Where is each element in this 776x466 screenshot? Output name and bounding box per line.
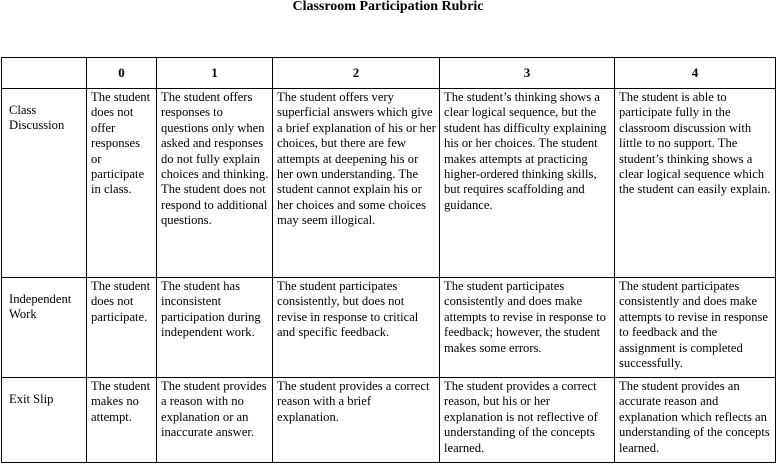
header-cell-score-1: 1 [157,58,273,89]
table-cell: The student provides a reason with no explanation or an inaccurate answer. [157,378,273,463]
row-label-class-discussion: Class Discussion [2,89,87,278]
table-cell: The student’s thinking shows a clear logical sequence, but the student has difficulty explaining his or her choices. The student makes attempts at practicing higher-ordered thinking skills, but requires scaffolding and guidance. [440,89,615,278]
table-cell: The student does not participate. [87,278,157,378]
header-cell-score-4: 4 [615,58,776,89]
table-cell: The student offers responses to questions only when asked and responses do not fully explain choices and thinking. The student does not respond to additional questions. [157,89,273,278]
header-cell-score-3: 3 [440,58,615,89]
table-row [2,278,776,378]
rubric-table [1,57,776,463]
table-cell: The student is able to participate fully in the classroom discussion with little to no support. The student’s thinking shows a clear logical sequence which the student can easily explain. [615,89,776,278]
table-row [2,89,776,278]
row-label-independent-work: Independent Work [2,278,87,378]
table-cell: The student offers very superficial answers which give a brief explanation of his or her choices, but there are few attempts at deepening his or her own understanding. The student cannot explain his or her choices and some choices may seem illogical. [273,89,440,278]
table-cell: The student does not offer responses or participate in class. [87,89,157,278]
table-cell: The student participates consistently, but does not revise in response to critical and specific feedback. [273,278,440,378]
header-row [2,58,776,89]
header-cell-empty [2,58,87,89]
header-cell-score-2: 2 [273,58,440,89]
table-cell: The student provides a correct reason, but his or her explanation is not reflective of understanding of the concepts learned. [440,378,615,463]
header-cell-score-0: 0 [87,58,157,89]
table-cell: The student makes no attempt. [87,378,157,463]
table-row [2,378,776,463]
table-cell: The student provides an accurate reason and explanation which reflects an understanding of the concepts learned. [615,378,776,463]
page-title: Classroom Participation Rubric [292,0,484,14]
table-cell: The student participates consistently and does make attempts to revise in response to feedback; however, the student makes some errors. [440,278,615,378]
table-cell: The student provides a correct reason with a brief explanation. [273,378,440,463]
row-label-exit-slip: Exit Slip [2,378,87,463]
table-cell: The student has inconsistent participation during independent work. [157,278,273,378]
table-cell: The student participates consistently and does make attempts to revise in response to feedback and the assignment is completed successfully. [615,278,776,378]
